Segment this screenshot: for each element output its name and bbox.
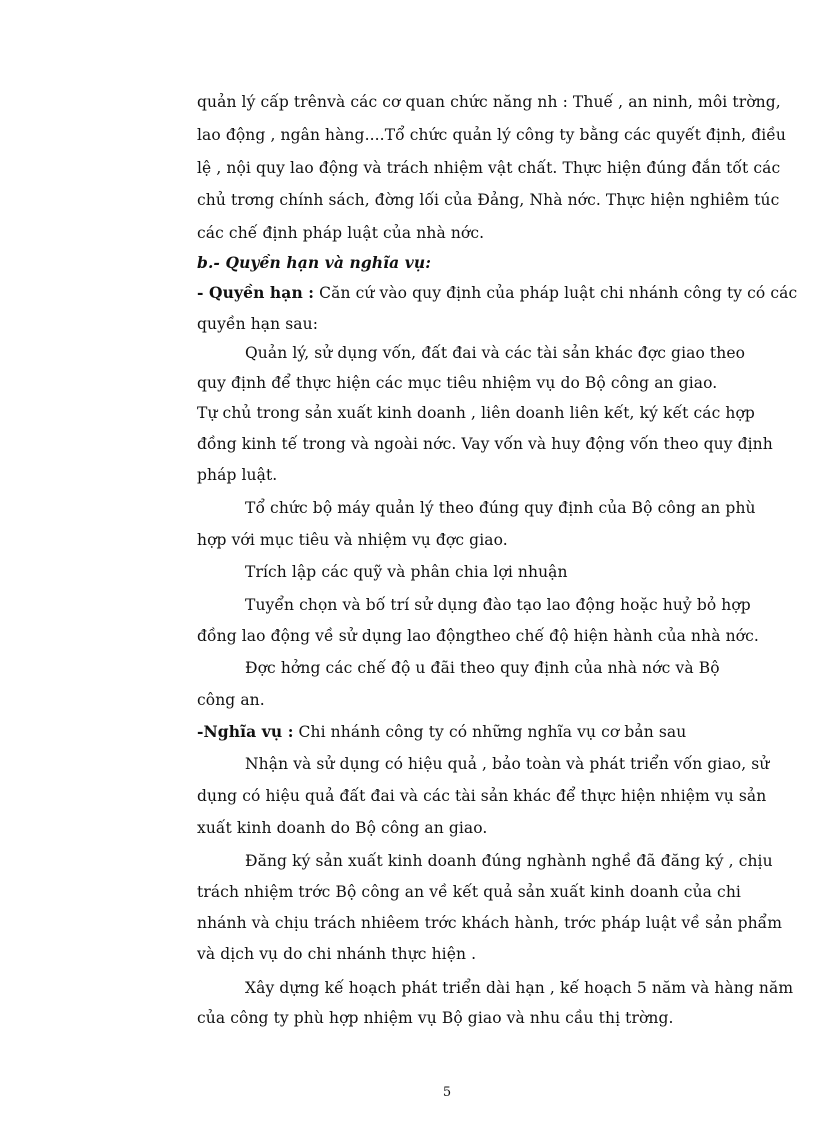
rights-item-line: Quản lý, sử dụng vốn, đất đai và các tài sản khác đợc giao theo: [245, 344, 746, 362]
rights-item-line: Trích lập các quỹ và phân chia lợi nhuận: [245, 563, 568, 581]
duties-item-line: nhánh và chịu trách nhiêem trớc khách hành, trớc pháp luật về sản phẩm: [197, 914, 783, 932]
rights-item-line: hợp với mục tiêu và nhiệm vụ đợc giao.: [197, 531, 508, 549]
paragraph-line: quản lý cấp trênvà các cơ quan chức năng nh : Thuế , an ninh, môi trờng,: [197, 93, 781, 111]
duties-item-line: Nhận và sử dụng có hiệu quả , bảo toàn và phát triển vốn giao, sử: [245, 755, 770, 773]
rights-intro-line: quyền hạn sau:: [197, 315, 319, 333]
duties-item-line: và dịch vụ do chi nhánh thực hiện .: [197, 945, 477, 963]
rights-item-line: công an.: [197, 691, 265, 709]
duties-item-line: của công ty phù hợp nhiệm vụ Bộ giao và nhu cầu thị trờng.: [197, 1009, 674, 1027]
section-heading: b.- Quyền hạn và nghĩa vụ:: [197, 253, 432, 272]
rights-intro-text: Căn cứ vào quy định của pháp luật chi nhánh công ty có các: [314, 284, 798, 302]
rights-item-line: Tổ chức bộ máy quản lý theo đúng quy định của Bộ công an phù: [245, 499, 756, 517]
rights-item-line: Tự chủ trong sản xuất kinh doanh , liên doanh liên kết, ký kết các hợp: [197, 404, 755, 422]
paragraph-line: chủ trơng chính sách, đờng lối của Đảng, Nhà nớc. Thực hiện nghiêm túc: [197, 191, 780, 209]
duties-intro-line: [197, 722, 717, 742]
rights-label: - Quyền hạn :: [197, 283, 315, 302]
rights-item-line: đồng lao động về sử dụng lao độngtheo chế độ hiện hành của nhà nớc.: [197, 627, 759, 645]
rights-intro-line: [197, 283, 798, 303]
duties-item-line: Đăng ký sản xuất kinh doanh đúng nghành nghề đã đăng ký , chịu: [245, 852, 773, 870]
page-number: 5: [442, 1085, 452, 1100]
duties-item-line: trách nhiệm trớc Bộ công an về kết quả sản xuất kinh doanh của chi: [197, 883, 741, 901]
duties-item-line: xuất kinh doanh do Bộ công an giao.: [197, 819, 488, 837]
rights-item-line: đồng kinh tế trong và ngoài nớc. Vay vốn và huy động vốn theo quy định: [197, 435, 773, 453]
duties-item-line: dụng có hiệu quả đất đai và các tài sản khác để thực hiện nhiệm vụ sản: [197, 787, 767, 805]
duties-label: -Nghĩa vụ :: [197, 722, 294, 741]
rights-item-line: Đợc hởng các chế độ u đãi theo quy định của nhà nớc và Bộ: [245, 659, 720, 677]
duties-intro-text: Chi nhánh công ty có những nghĩa vụ cơ bản sau: [293, 723, 687, 741]
rights-item-line: pháp luật.: [197, 466, 278, 484]
rights-item-line: Tuyển chọn và bố trí sử dụng đào tạo lao động hoặc huỷ bỏ hợp: [245, 596, 751, 614]
paragraph-line: các chế định pháp luật của nhà nớc.: [197, 224, 485, 242]
rights-item-line: quy định để thực hiện các mục tiêu nhiệm vụ do Bộ công an giao.: [197, 374, 718, 392]
paragraph-line: lao động , ngân hàng....Tổ chức quản lý công ty bằng các quyết định, điều: [197, 126, 787, 144]
duties-item-line: Xây dựng kế hoạch phát triển dài hạn , kế hoạch 5 năm và hàng năm: [245, 979, 794, 997]
paragraph-line: lệ , nội quy lao động và trách nhiệm vật chất. Thực hiện đúng đắn tốt các: [197, 159, 781, 177]
